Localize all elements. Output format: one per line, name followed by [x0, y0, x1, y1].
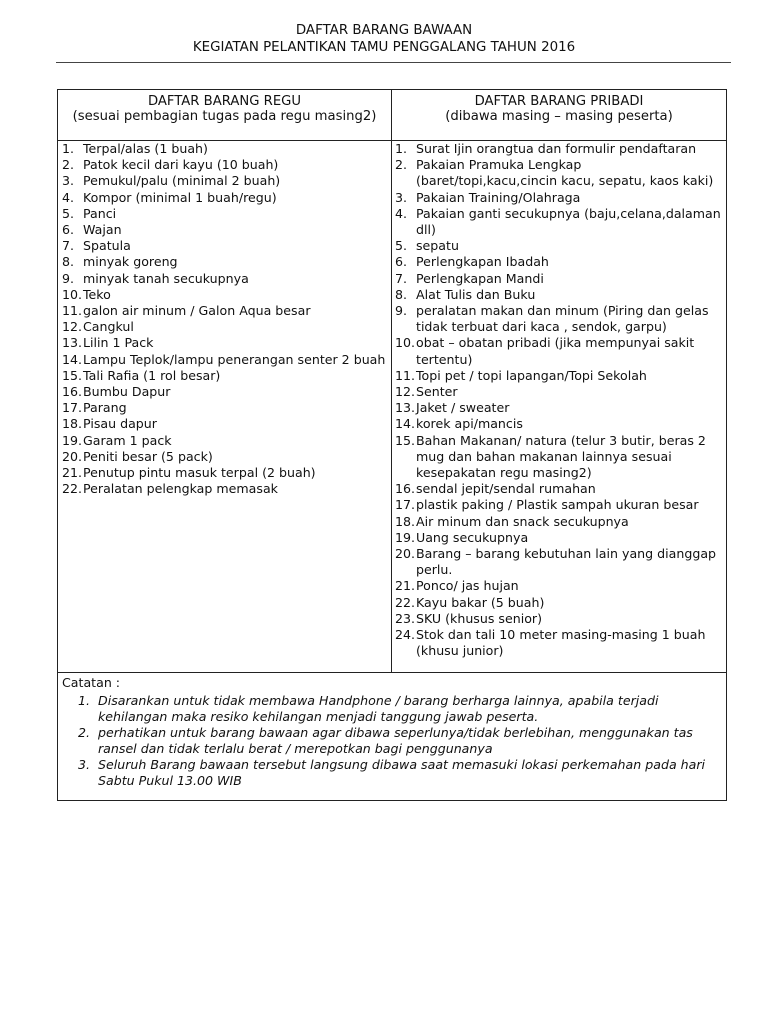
personal-item-text: Jaket / sweater [416, 400, 510, 416]
personal-item-number: 17. [395, 497, 416, 513]
group-item-text: Penutup pintu masuk terpal (2 buah) [83, 465, 316, 481]
note-item-text: Seluruh Barang bawaan tersebut langsung dibawa saat memasuki lokasi perkemahan pada hari Sabtu Pukul 13.00 WIB [98, 757, 706, 788]
personal-item [395, 481, 723, 497]
personal-item-number: 16. [395, 481, 416, 497]
notes-divider [58, 672, 726, 673]
group-item-number: 7. [62, 238, 75, 254]
personal-item-number: 6. [395, 254, 408, 270]
personal-items-heading [392, 94, 726, 124]
document-header [0, 22, 768, 56]
personal-item [395, 530, 723, 546]
personal-item [395, 400, 723, 416]
group-items-subtitle: (sesuai pembagian tugas pada regu masing2) [72, 109, 377, 124]
personal-item-number: 4. [395, 205, 408, 221]
notes-list [62, 693, 722, 789]
group-item [62, 157, 387, 173]
personal-item [395, 497, 723, 513]
document-subtitle: KEGIATAN PELANTIKAN TAMU PENGGALANG TAHUN 2016 [192, 40, 576, 55]
group-item [62, 449, 387, 465]
personal-item-text: peralatan makan dan minum (Piring dan gelas tidak terbuat dari kaca , sendok, garpu) [416, 303, 709, 335]
personal-item-text: plastik paking / Plastik sampah ukuran besar [416, 497, 699, 513]
group-item [62, 352, 387, 368]
group-item-text: Cangkul [83, 319, 134, 335]
group-item [62, 254, 387, 270]
group-item-number: 13. [62, 335, 83, 351]
group-item [62, 433, 387, 449]
personal-item-number: 3. [395, 189, 408, 205]
personal-item [395, 271, 723, 287]
group-item-text: galon air minum / Galon Aqua besar [83, 303, 311, 319]
personal-item [395, 238, 723, 254]
note-item [62, 725, 722, 757]
personal-item-number: 10. [395, 335, 416, 351]
group-item-text: Teko [83, 286, 111, 302]
personal-item-text: Air minum dan snack secukupnya [416, 513, 629, 529]
group-item [62, 400, 387, 416]
personal-item [395, 627, 723, 659]
group-item [62, 319, 387, 335]
personal-item-text: Surat Ijin orangtua dan formulir pendaftaran [416, 141, 697, 156]
group-item [62, 222, 387, 238]
personal-item-text: Perlengkapan Ibadah [416, 254, 549, 270]
personal-item [395, 514, 723, 530]
group-item-number: 9. [62, 270, 75, 286]
personal-item-number: 22. [395, 594, 416, 610]
personal-item-number: 14. [395, 416, 416, 432]
personal-item-text: sendal jepit/sendal rumahan [416, 481, 596, 497]
group-item-text: Panci [83, 205, 117, 221]
note-item [62, 757, 722, 789]
personal-item [395, 433, 723, 482]
personal-item-text: Pakaian ganti secukupnya (baju,celana,dalaman dll) [416, 205, 721, 238]
group-item [62, 416, 387, 432]
personal-item-number: 21. [395, 578, 416, 594]
personal-item [395, 546, 723, 578]
personal-item-text: Ponco/ jas hujan [416, 578, 519, 594]
personal-item-text: Perlengkapan Mandi [416, 270, 544, 286]
note-item-number: 2. [77, 725, 90, 740]
group-item [62, 206, 387, 222]
personal-item-text: Bahan Makanan/ natura (telur 3 butir, beras 2 mug dan bahan makanan lainnya sesuai kesepakatan regu masing2) [416, 432, 706, 481]
group-item-number: 8. [62, 254, 75, 270]
personal-item [395, 287, 723, 303]
group-item-text: minyak tanah secukupnya [83, 270, 249, 286]
personal-item-text: obat – obatan pribadi (jika mempunyai sakit tertentu) [416, 335, 695, 367]
personal-item-number: 23. [395, 610, 416, 626]
personal-item [395, 578, 723, 594]
personal-item-text: Stok dan tali 10 meter masing-masing 1 buah (khusu junior) [416, 627, 706, 659]
personal-item-number: 12. [395, 384, 416, 400]
group-item-number: 16. [62, 384, 83, 400]
group-item [62, 141, 387, 157]
document-title: DAFTAR BARANG BAWAAN [295, 23, 473, 38]
group-item [62, 303, 387, 319]
group-item-number: 19. [62, 432, 83, 448]
group-item [62, 190, 387, 206]
personal-item [395, 254, 723, 270]
personal-item-text: Alat Tulis dan Buku [416, 286, 536, 302]
group-item-number: 21. [62, 465, 83, 481]
group-item-number: 4. [62, 189, 75, 205]
group-items-heading [58, 94, 391, 124]
group-item-text: Pemukul/palu (minimal 2 buah) [83, 173, 281, 189]
personal-item-text: SKU (khusus senior) [416, 610, 542, 626]
group-item-text: Garam 1 pack [83, 432, 172, 448]
personal-item-number: 13. [395, 400, 416, 416]
group-item [62, 271, 387, 287]
group-item [62, 335, 387, 351]
group-item-number: 14. [62, 351, 83, 367]
group-item-number: 1. [62, 141, 75, 156]
personal-item-number: 11. [395, 367, 416, 383]
note-item-number: 3. [77, 757, 90, 772]
personal-item-number: 24. [395, 627, 416, 643]
personal-item-text: Uang secukupnya [416, 529, 529, 545]
group-item-number: 11. [62, 303, 83, 319]
personal-item-number: 9. [395, 303, 408, 319]
personal-item-text: Topi pet / topi lapangan/Topi Sekolah [416, 367, 647, 383]
group-item-text: Bumbu Dapur [83, 384, 171, 400]
note-item-text: Disarankan untuk tidak membawa Handphone / barang berharga lainnya, apabila terjadi kehilangan maka resiko kehilangan menjadi tanggung jawab peserta. [98, 693, 659, 724]
personal-item [395, 384, 723, 400]
personal-item-text: Senter [416, 384, 458, 400]
group-item-text: Lilin 1 Pack [83, 335, 154, 351]
personal-items-title: DAFTAR BARANG PRIBADI [474, 94, 644, 109]
personal-item-number: 20. [395, 546, 416, 562]
personal-item [395, 190, 723, 206]
group-item-number: 3. [62, 173, 75, 189]
header-rule [56, 62, 731, 63]
group-item-number: 18. [62, 416, 83, 432]
note-item [62, 693, 722, 725]
personal-item [395, 595, 723, 611]
items-table [57, 89, 727, 801]
note-item-text: perhatikan untuk barang bawaan agar dibawa seperlunya/tidak berlebihan, menggunakan tas ransel dan tidak terlalu berat / merepotkan bagi penggunanya [98, 725, 693, 756]
personal-item-number: 5. [395, 238, 408, 254]
group-item-number: 5. [62, 205, 75, 221]
personal-item-number: 7. [395, 270, 408, 286]
personal-item [395, 303, 723, 335]
group-item-number: 2. [62, 157, 75, 173]
group-item-text: Patok kecil dari kayu (10 buah) [83, 157, 279, 173]
personal-item-text: Pakaian Pramuka Lengkap (baret/topi,kacu,cincin kacu, sepatu, kaos kaki) [416, 157, 714, 189]
personal-item-text: sepatu [416, 238, 459, 254]
group-item [62, 238, 387, 254]
personal-item-text: Pakaian Training/Olahraga [416, 189, 581, 205]
group-item-text: Lampu Teplok/lampu penerangan senter 2 buah [83, 351, 386, 367]
group-item-number: 15. [62, 367, 83, 383]
group-item-number: 17. [62, 400, 83, 416]
group-item-number: 22. [62, 481, 83, 497]
personal-item-number: 8. [395, 286, 408, 302]
group-item-text: Parang [83, 400, 127, 416]
column-divider [391, 90, 392, 672]
notes-title: Catatan : [62, 675, 121, 690]
personal-item [395, 416, 723, 432]
group-item-number: 20. [62, 448, 83, 464]
group-item-text: Spatula [83, 238, 131, 254]
group-item-number: 6. [62, 222, 75, 238]
personal-item-number: 1. [395, 141, 408, 156]
notes-section [62, 675, 722, 789]
group-item-number: 12. [62, 319, 83, 335]
group-items-list [62, 141, 387, 497]
personal-item [395, 368, 723, 384]
group-item [62, 384, 387, 400]
personal-item [395, 157, 723, 189]
personal-item-text: Kayu bakar (5 buah) [416, 594, 545, 610]
group-item-text: minyak goreng [83, 254, 178, 270]
group-item [62, 287, 387, 303]
group-item-number: 10. [62, 286, 83, 302]
group-item-text: Wajan [83, 222, 122, 238]
note-item-number: 1. [77, 693, 90, 708]
group-item [62, 173, 387, 189]
group-item [62, 465, 387, 481]
personal-item-number: 15. [395, 432, 416, 448]
personal-items-list [395, 141, 723, 660]
personal-item [395, 141, 723, 157]
personal-item [395, 611, 723, 627]
group-item-text: Peralatan pelengkap memasak [83, 481, 278, 497]
group-item-text: Terpal/alas (1 buah) [83, 141, 208, 156]
group-item [62, 368, 387, 384]
group-items-title: DAFTAR BARANG REGU [147, 94, 302, 109]
group-item-text: Pisau dapur [83, 416, 157, 432]
personal-items-subtitle: (dibawa masing – masing peserta) [445, 109, 673, 124]
personal-item-number: 2. [395, 157, 408, 173]
group-item-text: Kompor (minimal 1 buah/regu) [83, 189, 277, 205]
personal-item-text: Barang – barang kebutuhan lain yang dianggap perlu. [416, 546, 717, 578]
personal-item [395, 335, 723, 367]
personal-item [395, 206, 723, 238]
personal-item-number: 18. [395, 513, 416, 529]
group-item-text: Tali Rafia (1 rol besar) [83, 367, 221, 383]
group-item-text: Peniti besar (5 pack) [83, 448, 213, 464]
personal-item-number: 19. [395, 529, 416, 545]
group-item [62, 481, 387, 497]
personal-item-text: korek api/mancis [416, 416, 523, 432]
